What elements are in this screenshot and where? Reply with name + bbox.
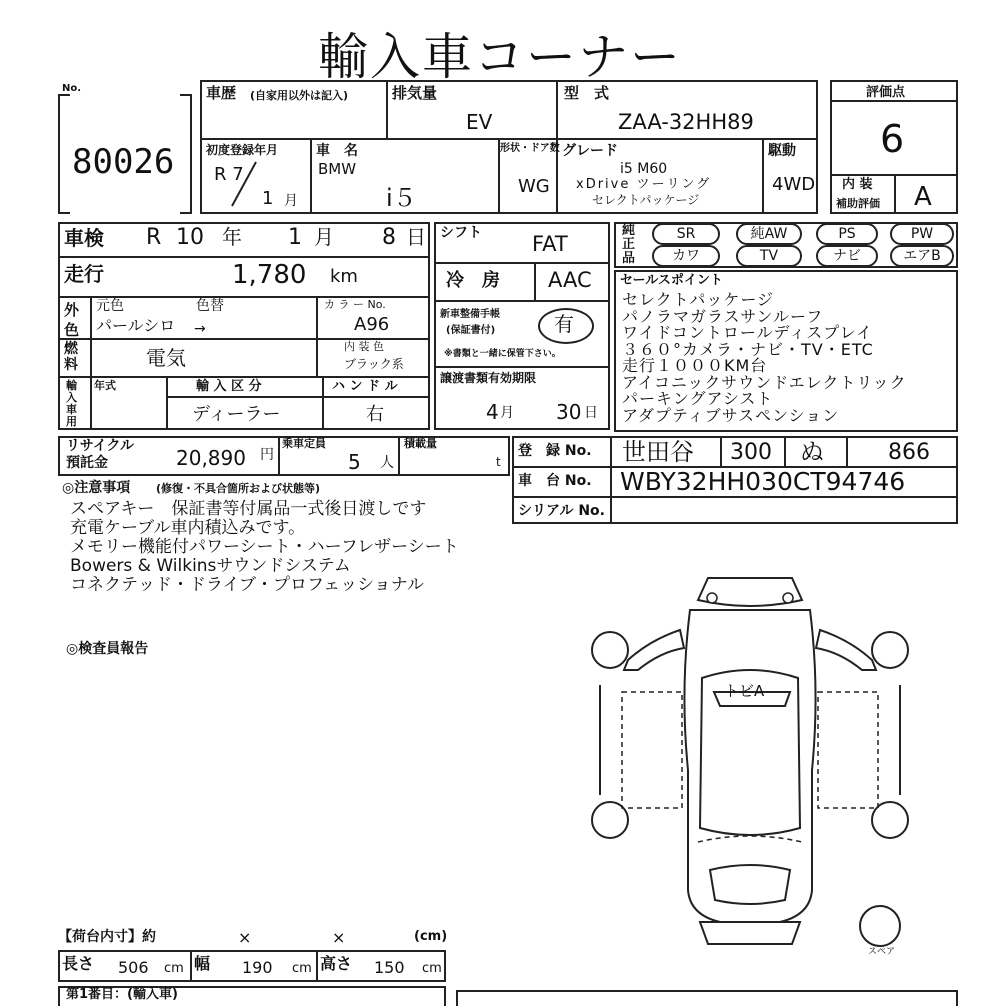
handle-value: 右 [366, 404, 384, 425]
grade-line1: i5 M60 [620, 161, 668, 177]
rear-window [710, 865, 790, 904]
import-year-label: 年式 [94, 379, 116, 392]
score-value: 6 [880, 117, 905, 161]
interior-score-value: A [914, 182, 932, 212]
lot-bracket-left [58, 94, 70, 214]
warranty-note: ※書類と一緒に保管下さい。 [444, 349, 561, 359]
inspection-day-unit: 日 [406, 225, 426, 249]
right-mirror [816, 630, 876, 670]
width-value: 190 [242, 958, 273, 977]
inspection-era: R [146, 225, 162, 250]
note-line: メモリー機能付パワーシート・ハーフレザーシート [70, 537, 459, 557]
cargo-x1: × [238, 928, 252, 947]
note-line: Bowers & Wilkinsサウンドシステム [70, 556, 351, 576]
equip-aw: 純AW [736, 223, 802, 245]
load-label: 積載量 [404, 437, 437, 450]
color-orig-label: 元色 [96, 298, 124, 314]
warranty-value: 有 [554, 312, 574, 336]
first-reg-month-unit: 月 [284, 193, 298, 209]
import-type: ディーラー [192, 404, 281, 425]
equip-tv: TV [736, 245, 802, 267]
capacity-label: 乗車定員 [282, 437, 326, 450]
equip-pw: PW [890, 223, 954, 245]
spare-label: スペア [868, 947, 896, 957]
inspection-year: 10 [176, 225, 204, 250]
capacity-value: 5 [348, 450, 361, 474]
car-diagram [580, 570, 920, 950]
length-unit: cm [164, 961, 184, 976]
note-line: 充電ケーブル車内積込みです。 [70, 518, 306, 538]
notes-label: ◎注意事項 [62, 480, 131, 496]
sales-point: 走行１０００KM台 [622, 356, 768, 375]
sales-points-list [622, 292, 907, 424]
color-code-label: カ ラ ー No. [324, 298, 386, 311]
sales-point: アイコニックサウンドエレクトリック [622, 372, 907, 392]
first-reg-label: 初度登録年月 [206, 143, 279, 157]
mileage-value: 1,780 [232, 260, 307, 290]
lot-number: 80026 [72, 142, 175, 182]
aircon-label: 冷 房 [446, 270, 500, 291]
recycle-unit: 円 [260, 447, 274, 463]
color-value: パールシロ [96, 316, 176, 335]
car-maker: BMW [318, 160, 357, 178]
doc-expiry-label: 譲渡書類有効期限 [440, 371, 537, 385]
sales-point: ３６０°カメラ・ナビ・TV・ETC [622, 339, 874, 359]
inspection-month: 1 [288, 225, 302, 250]
registration-class: 300 [730, 440, 772, 465]
car-name-label: 車 名 [316, 143, 358, 159]
recycle-value: 20,890 [176, 446, 246, 470]
displacement-value: EV [466, 110, 493, 134]
note-line: スペアキー 保証書等付属品一式後日渡しです [70, 499, 427, 519]
capacity-unit: 人 [380, 455, 394, 471]
doc-expiry-day: 30 [556, 400, 582, 424]
serial-label: シリアル No. [518, 503, 605, 519]
front-left-light [707, 593, 717, 603]
color-change-label: 色替 [196, 298, 224, 314]
interior-score-label1: 内 装 [842, 177, 873, 192]
equip-leather: カワ [652, 245, 720, 267]
mileage-unit: km [330, 266, 358, 287]
grade-line3: セレクトパッケージ [592, 193, 700, 207]
width-unit: cm [292, 961, 312, 976]
spare-tire [860, 906, 900, 946]
doc-expiry-month: 4 [486, 400, 499, 424]
owner-label: 第1番目：(輸入車) [66, 987, 178, 1002]
notes-sub: (修復・不具合箇所および状態等) [156, 482, 321, 495]
height-unit: cm [422, 961, 442, 976]
registration-kana: ぬ [800, 438, 824, 466]
registration-number: 866 [888, 440, 930, 465]
int-color-label: 内 装 色 [344, 340, 384, 353]
aircon-value: AAC [548, 268, 592, 292]
displacement-label: 排気量 [392, 84, 438, 102]
body-door-label: 形状・ドア数 [500, 143, 560, 154]
warranty-label1: 新車整備手帳 [440, 309, 500, 320]
shift-label: シフト [440, 225, 482, 241]
car-model: i５ [386, 184, 417, 212]
equip-sr: SR [652, 223, 720, 245]
sales-point: パノラマガラスサンルーフ [622, 306, 824, 326]
left-doors-panel [622, 692, 682, 808]
int-color-value: ブラック系 [344, 357, 404, 371]
front-left-tire [592, 632, 628, 668]
registration-label: 登 録 No. [518, 443, 592, 459]
import-type-label: 輸 入 区 分 [196, 379, 262, 394]
mileage-label: 走行 [64, 262, 104, 286]
length-value: 506 [118, 958, 149, 977]
inspector-label: ◎検査員報告 [66, 641, 149, 657]
drive-value: 4WD [772, 174, 816, 195]
rear-bumper [700, 922, 800, 944]
color-code: A96 [354, 314, 390, 335]
inspection-label: 車検 [64, 226, 104, 250]
doc-expiry-month-unit: 月 [500, 405, 514, 421]
cargo-label: 【荷台内寸】約 [58, 929, 156, 945]
sales-points-label: セールスポイント [620, 273, 723, 288]
load-unit: t [496, 455, 501, 469]
lot-bracket-right [180, 94, 192, 214]
interior-score-label2: 補助評価 [836, 197, 880, 210]
model-code-label: 型 式 [564, 84, 610, 102]
score-label: 評価点 [866, 85, 906, 100]
color-label: 外色 [64, 301, 80, 339]
note-line: コネクテッド・ドライブ・プロフェッショナル [70, 575, 424, 595]
left-mirror [624, 630, 684, 670]
equip-navi: ナビ [816, 245, 878, 267]
drive-label: 駆動 [768, 143, 796, 159]
front-right-tire [872, 632, 908, 668]
inspection-day: 8 [382, 225, 396, 250]
history-sub: (自家用以外は記入) [250, 89, 349, 102]
warranty-label2: (保証書付) [446, 325, 496, 336]
registration-area: 世田谷 [622, 438, 694, 466]
equip-airbag: エアB [890, 245, 954, 267]
grade-line2: xDrive ツーリング [576, 177, 712, 192]
width-label: 幅 [194, 954, 211, 973]
inspection-year-unit: 年 [222, 225, 242, 249]
height-value: 150 [374, 958, 405, 977]
chassis-value: WBY32HH030CT94746 [620, 467, 906, 496]
front-right-light [783, 593, 793, 603]
chassis-label: 車 台 No. [518, 473, 592, 489]
fuel-label: 燃料 [64, 341, 78, 373]
sales-point: ワイドコントロールディスプレイ [622, 323, 873, 342]
right-doors-panel [818, 692, 878, 808]
cargo-x2: × [332, 928, 346, 947]
inspection-month-unit: 月 [314, 225, 334, 249]
body-door-value: WG [518, 176, 550, 197]
doc-expiry-day-unit: 日 [584, 405, 598, 421]
equipment-label: 純正品 [622, 223, 636, 266]
notes-list [70, 500, 459, 595]
fuel-value: 電気 [146, 346, 186, 370]
car-body-outline [684, 610, 815, 922]
bottom-right-box [456, 990, 958, 1006]
shift-value: FAT [532, 232, 568, 256]
first-reg-era: R 7 [214, 164, 244, 185]
lot-label: No. [62, 83, 82, 94]
page-title: 輸入車コーナー [318, 28, 682, 86]
length-label: 長さ [62, 954, 95, 973]
grade-label: グレード [562, 143, 618, 159]
model-code-value: ZAA-32HH89 [618, 110, 754, 134]
sales-point: セレクトパッケージ [622, 290, 775, 309]
roof-mark: トビA [724, 682, 765, 700]
handle-label: ハ ン ド ル [332, 379, 398, 394]
first-reg-month: 1 [262, 188, 274, 209]
cargo-unit: (cm) [414, 929, 448, 944]
recycle-label2: 預託金 [66, 455, 108, 471]
sales-point: パーキングアシスト [622, 389, 774, 408]
first-reg-slash [228, 160, 258, 210]
history-label: 車歴 [206, 84, 237, 102]
height-label: 高さ [320, 954, 353, 973]
color-arrow: → [194, 321, 206, 337]
import-label: 輸入車用 [66, 379, 77, 428]
sales-point: アダプティブサスペンション [622, 405, 840, 425]
recycle-label1: リサイクル [66, 438, 135, 454]
equip-ps: PS [816, 223, 878, 245]
